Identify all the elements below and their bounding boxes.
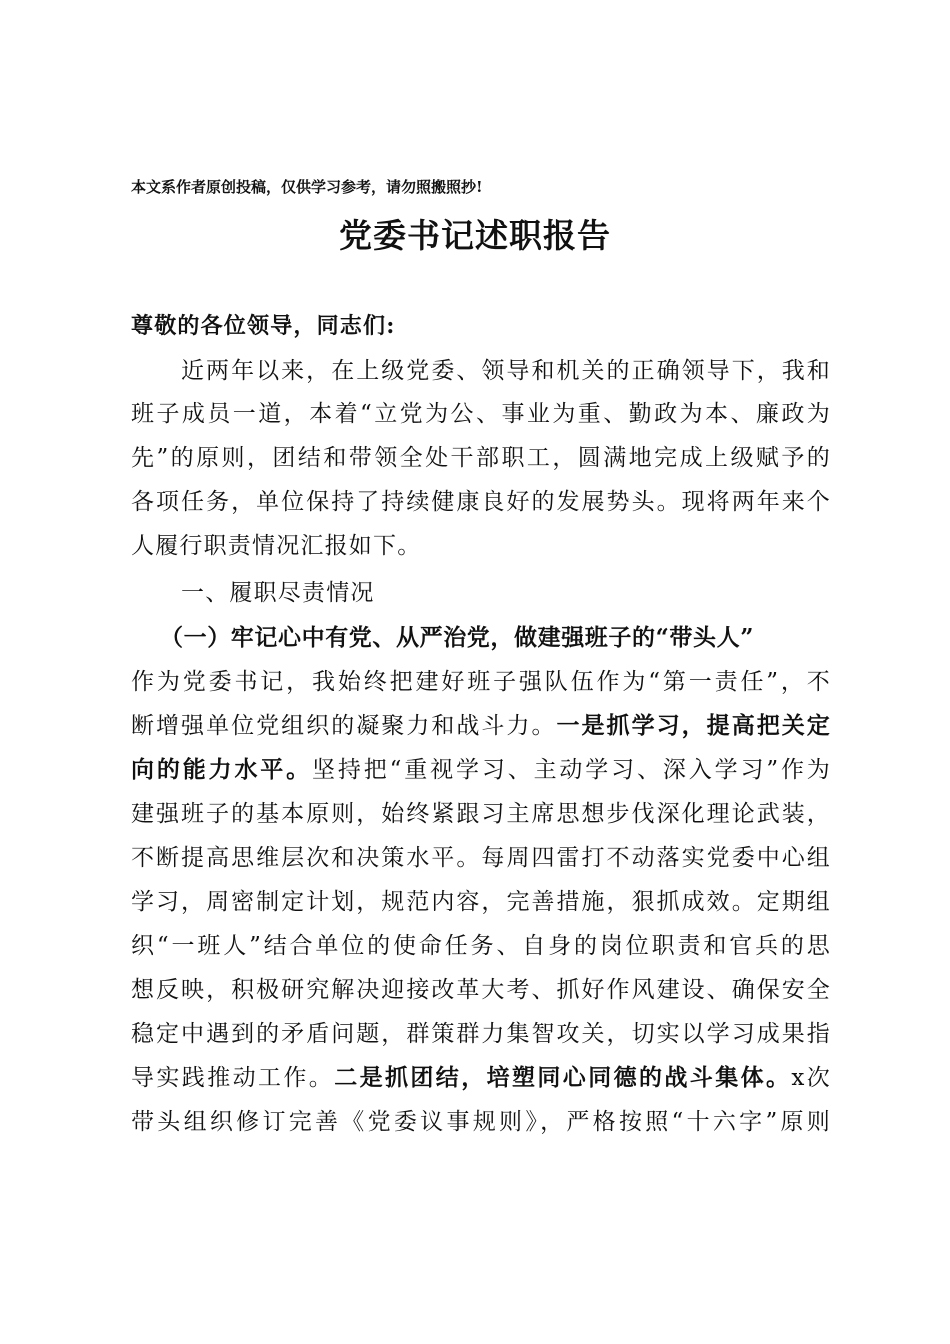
body-line-3 (131, 750, 831, 790)
bold-point-1-cont: 向的能力水平。 (131, 756, 313, 783)
body-line-10 (131, 1058, 831, 1098)
intro-line-4: 各项任务，单位保持了持续健康良好的发展势头。现将两年来个 (131, 489, 831, 515)
intro-line-2: 班子成员一道，本着“立党为公、事业为重、勤政为本、廉政为 (131, 401, 831, 427)
body-line-11: 带头组织修订完善《党委议事规则》，严格按照“十六字”原则 (131, 1109, 831, 1135)
body-text: 断增强单位党组织的凝聚力和战斗力。 (131, 713, 557, 739)
body-line-9: 稳定中遇到的矛盾问题，群策群力集智攻关，切实以学习成果指 (131, 1021, 831, 1047)
intro-line-5: 人履行职责情况汇报如下。 (131, 533, 422, 559)
page-title: 党委书记述职报告 (339, 216, 611, 255)
body-text: 坚持把“重视学习、主动学习、深入学习”作为 (312, 757, 832, 783)
bold-point-1: 一是抓学习，提高把关定 (556, 712, 831, 739)
body-line-7: 织“一班人”结合单位的使命任务、自身的岗位职责和官兵的思 (131, 933, 831, 959)
body-line-8: 想反映，积极研究解决迎接改革大考、抓好作风建设、确保安全 (131, 977, 831, 1003)
copyright-notice: 本文系作者原创投稿，仅供学习参考，请勿照搬照抄! (131, 178, 483, 196)
subsection-heading: （一）牢记心中有党、从严治党，做建强班子的“带头人” (160, 624, 755, 651)
section-heading: 一、履职尽责情况 (181, 580, 375, 606)
bold-point-2: 二是抓团结，培塑同心同德的战斗集体。 (334, 1064, 792, 1091)
body-text: x次 (791, 1065, 831, 1091)
body-line-4: 建强班子的基本原则，始终紧跟习主席思想步伐深化理论武装， (131, 801, 831, 827)
body-line-5: 不断提高思维层次和决策水平。每周四雷打不动落实党委中心组 (131, 845, 831, 871)
greeting: 尊敬的各位领导，同志们: (131, 313, 396, 339)
intro-line-1: 近两年以来，在上级党委、领导和机关的正确领导下，我和 (181, 358, 831, 384)
body-line-6: 学习，周密制定计划，规范内容，完善措施，狠抓成效。定期组 (131, 889, 831, 915)
body-line-2 (131, 706, 831, 746)
intro-line-3: 先”的原则，团结和带领全处干部职工，圆满地完成上级赋予的 (131, 445, 831, 471)
body-line-1: 作为党委书记，我始终把建好班子强队伍作为“第一责任”，不 (131, 669, 831, 695)
body-text: 导实践推动工作。 (131, 1065, 335, 1091)
